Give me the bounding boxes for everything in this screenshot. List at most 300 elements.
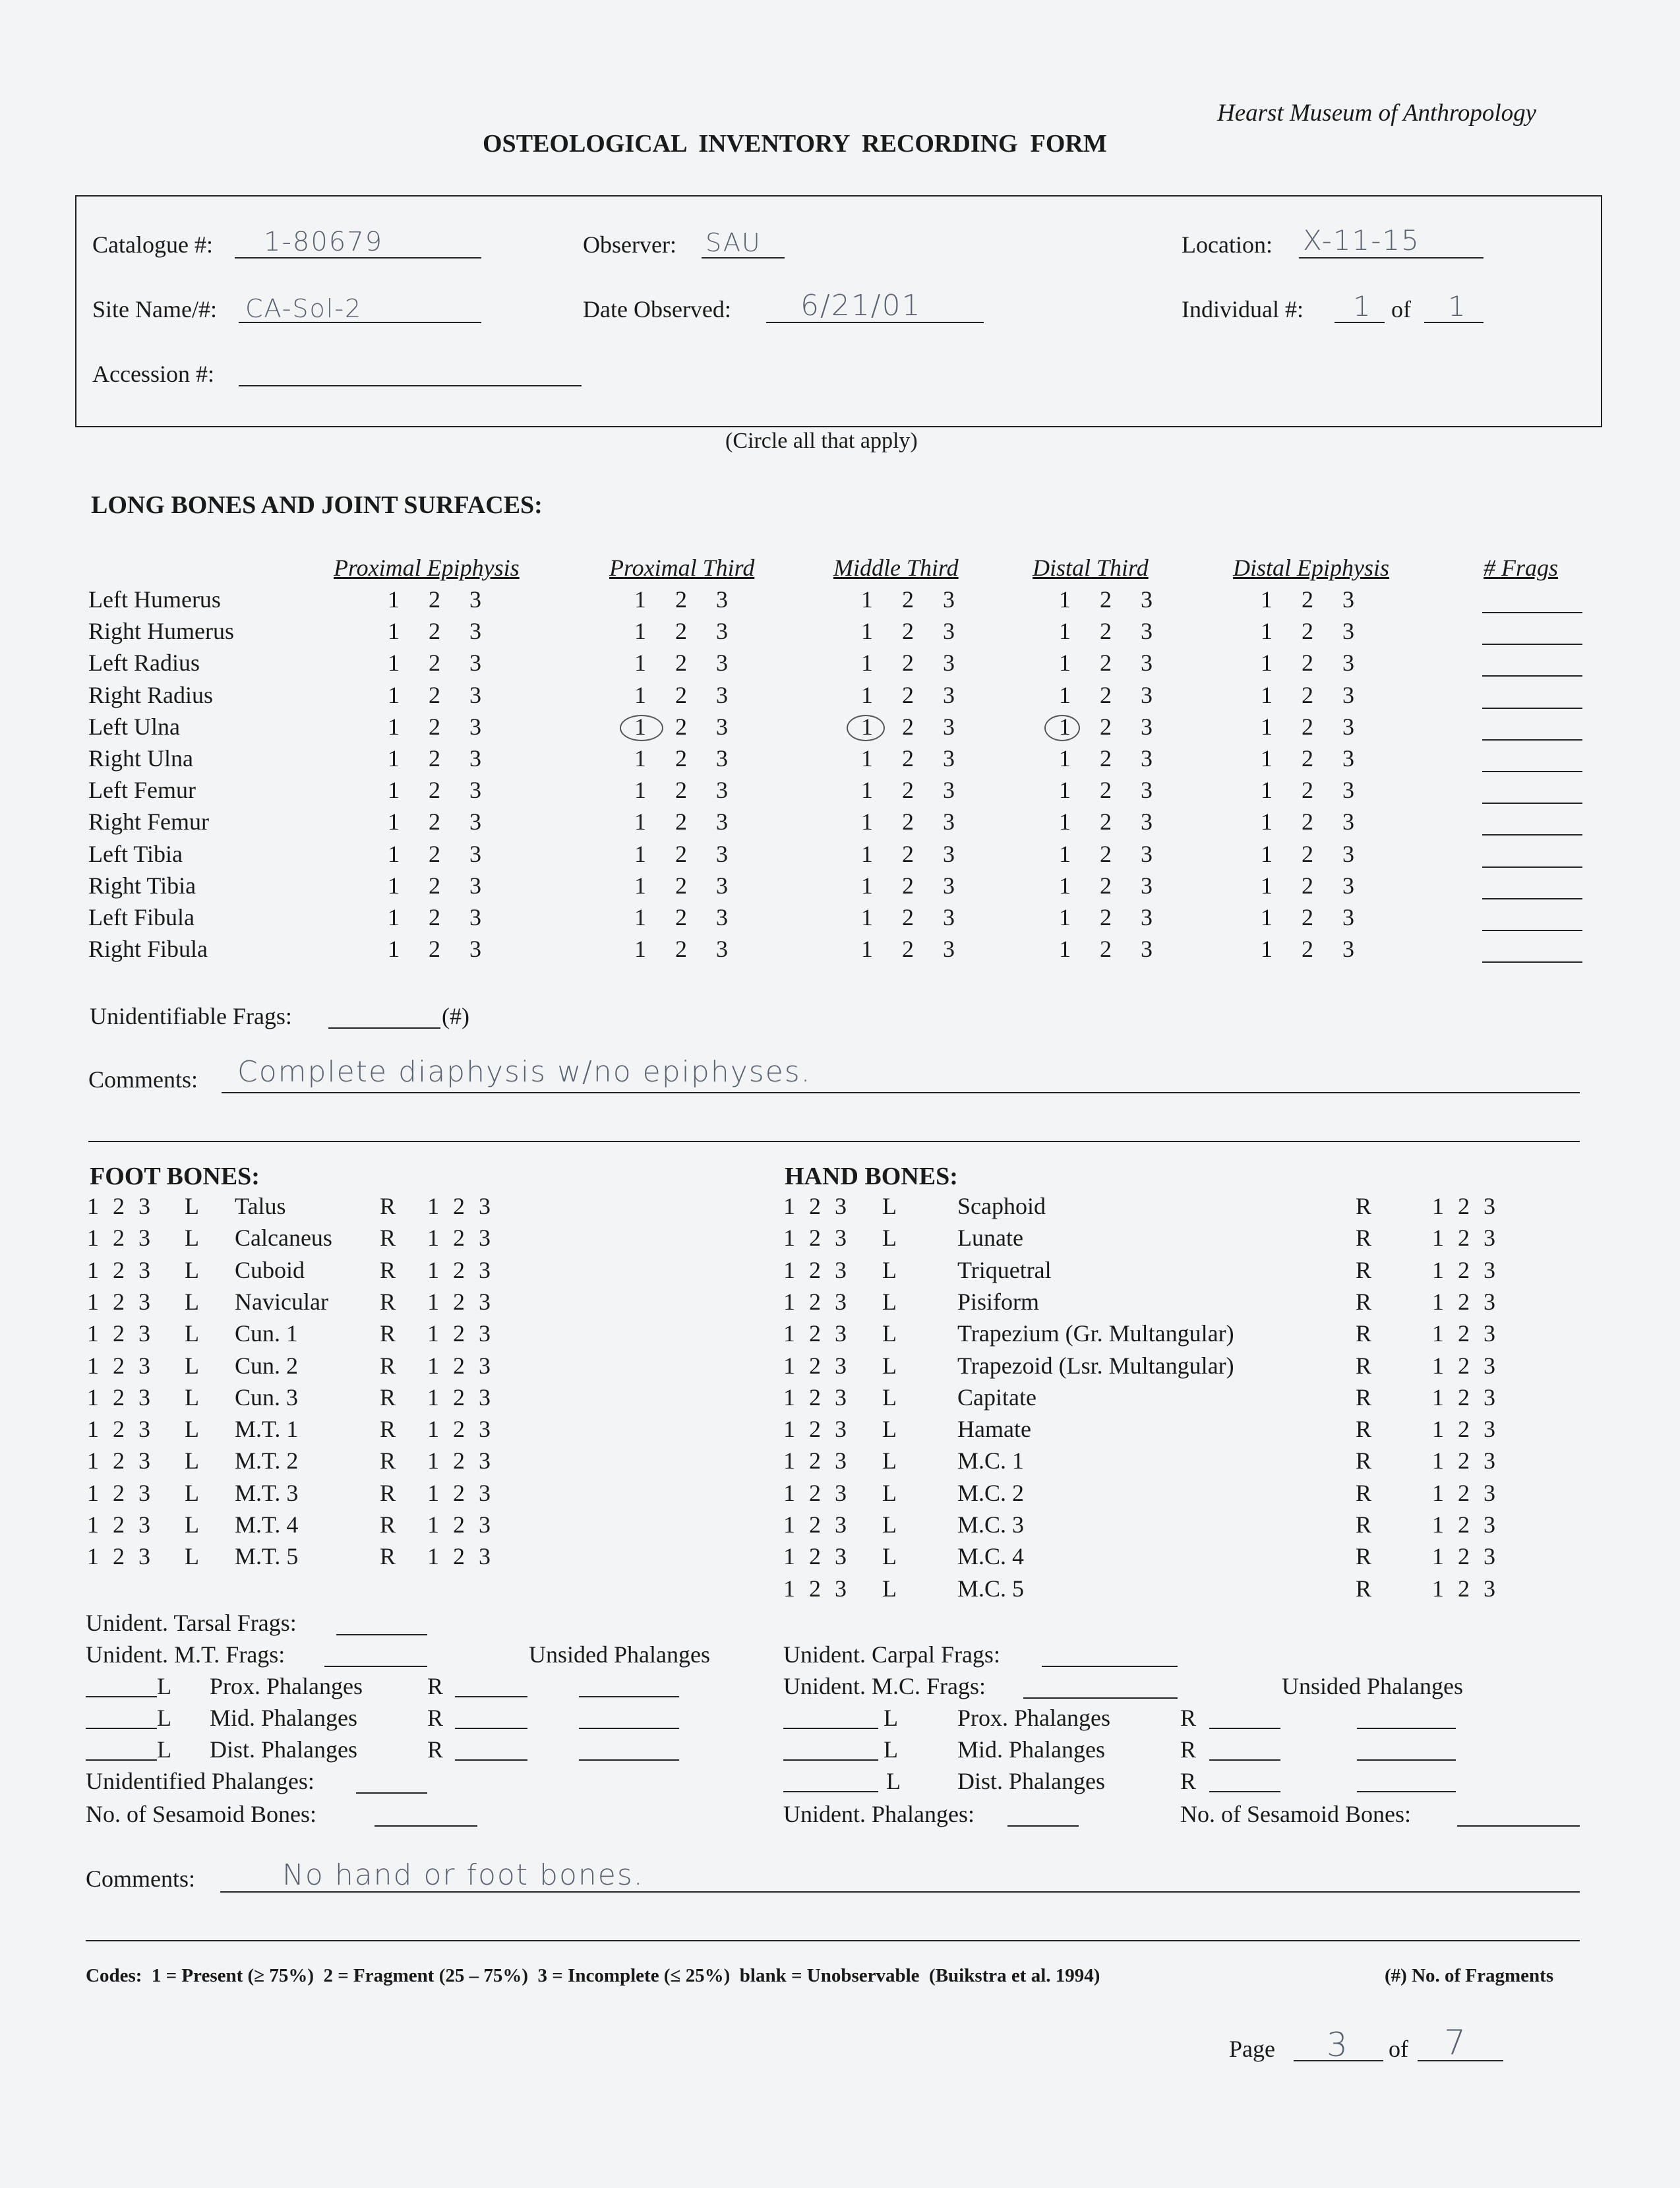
code-option[interactable]: 3 <box>1342 808 1354 836</box>
code-option[interactable]: 3 <box>469 872 481 899</box>
code-option[interactable]: 3 <box>943 713 955 740</box>
code-option[interactable]: 3 <box>943 936 955 963</box>
code-option[interactable]: 1 <box>1261 650 1273 677</box>
accession-field[interactable] <box>239 385 582 386</box>
code-option[interactable]: 3 <box>716 713 728 740</box>
code-option[interactable]: 3 <box>469 777 481 804</box>
code-option[interactable]: 2 <box>675 618 687 645</box>
code-option[interactable]: 3 <box>1141 840 1153 867</box>
code-option[interactable]: 3 <box>1342 681 1354 708</box>
hand-right-codes[interactable]: 1 2 3 <box>1432 1352 1499 1379</box>
code-option[interactable]: 1 <box>1059 872 1071 899</box>
hand-dist-right-field[interactable] <box>1209 1791 1280 1792</box>
code-option[interactable]: 3 <box>716 586 728 613</box>
code-option[interactable]: 1 <box>1059 808 1071 836</box>
hand-prox-unsided-field[interactable] <box>1357 1728 1456 1729</box>
code-option[interactable]: 3 <box>1141 777 1153 804</box>
foot-left-codes[interactable]: 1 2 3 <box>87 1543 154 1570</box>
hand-prox-left-field[interactable] <box>783 1728 878 1729</box>
hand-left-codes[interactable]: 1 2 3 <box>783 1543 851 1570</box>
code-option[interactable]: 3 <box>943 681 955 708</box>
code-option[interactable]: 1 <box>388 713 400 740</box>
code-option[interactable]: 2 <box>1100 840 1112 867</box>
code-option[interactable]: 3 <box>943 872 955 899</box>
hand-right-codes[interactable]: 1 2 3 <box>1432 1320 1499 1347</box>
code-option[interactable]: 1 <box>634 745 646 772</box>
code-option[interactable]: 1 <box>1059 713 1071 740</box>
code-option[interactable]: 3 <box>943 808 955 836</box>
code-option[interactable]: 1 <box>861 586 873 613</box>
hand-right-codes[interactable]: 1 2 3 <box>1432 1416 1499 1443</box>
code-option[interactable]: 2 <box>675 681 687 708</box>
foot-mid-unsided-field[interactable] <box>579 1728 679 1729</box>
location-label: Location: <box>1182 231 1273 258</box>
code-option[interactable]: 2 <box>675 650 687 677</box>
code-option[interactable]: 3 <box>1141 618 1153 645</box>
comments-field[interactable] <box>222 1092 1580 1093</box>
code-option[interactable]: 2 <box>902 904 914 930</box>
code-option[interactable]: 2 <box>1302 808 1313 836</box>
circle-mark <box>1044 715 1080 741</box>
hand-mid-unsided-field[interactable] <box>1357 1759 1456 1761</box>
code-option[interactable]: 2 <box>429 618 440 645</box>
foot-right-codes[interactable]: 1 2 3 <box>427 1352 495 1379</box>
hand-left-codes[interactable]: 1 2 3 <box>783 1225 851 1252</box>
hand-mid-left-field[interactable] <box>783 1759 878 1761</box>
code-option[interactable]: 3 <box>1342 936 1354 963</box>
code-group <box>373 617 496 645</box>
code-option[interactable]: 3 <box>469 936 481 963</box>
code-option[interactable]: 3 <box>1342 745 1354 772</box>
code-option[interactable]: 3 <box>469 840 481 867</box>
hand-right-codes[interactable]: 1 2 3 <box>1432 1383 1499 1411</box>
foot-right-codes[interactable]: 1 2 3 <box>427 1543 495 1570</box>
code-option[interactable]: 2 <box>902 808 914 836</box>
tarsal-frags-field[interactable] <box>336 1634 427 1635</box>
code-option[interactable]: 1 <box>388 650 400 677</box>
code-option[interactable]: 2 <box>1100 586 1112 613</box>
code-option[interactable]: 1 <box>634 713 646 740</box>
code-option[interactable]: 1 <box>1059 936 1071 963</box>
code-option[interactable]: 3 <box>1141 872 1153 899</box>
code-option[interactable]: 2 <box>429 808 440 836</box>
code-option[interactable]: 1 <box>388 872 400 899</box>
foot-left-side: L <box>185 1447 199 1474</box>
foot-dist-left-field[interactable] <box>86 1759 157 1761</box>
code-option[interactable]: 3 <box>1342 840 1354 867</box>
code-option[interactable]: 3 <box>469 808 481 836</box>
hand-left-codes[interactable]: 1 2 3 <box>783 1256 851 1283</box>
code-option[interactable]: 3 <box>469 904 481 930</box>
code-option[interactable]: 3 <box>469 681 481 708</box>
foot-mid-right-field[interactable] <box>455 1728 527 1729</box>
foot-left-codes[interactable]: 1 2 3 <box>87 1511 154 1538</box>
code-option[interactable]: 1 <box>634 872 646 899</box>
hand-left-codes[interactable]: 1 2 3 <box>783 1416 851 1443</box>
long-bone-row-label: Right Radius <box>88 681 214 708</box>
code-option[interactable]: 2 <box>1100 681 1112 708</box>
code-option[interactable]: 2 <box>675 745 687 772</box>
code-option[interactable]: 3 <box>469 586 481 613</box>
code-option[interactable]: 2 <box>675 586 687 613</box>
foot-left-codes[interactable]: 1 2 3 <box>87 1288 154 1315</box>
code-option[interactable]: 2 <box>1100 936 1112 963</box>
foot-left-codes[interactable]: 1 2 3 <box>87 1383 154 1411</box>
foot-sesamoid-field[interactable] <box>375 1825 477 1827</box>
code-option[interactable]: 3 <box>716 872 728 899</box>
code-option[interactable]: 2 <box>1100 904 1112 930</box>
mt-frags-field[interactable] <box>324 1666 427 1667</box>
code-option[interactable]: 2 <box>1302 618 1313 645</box>
code-option[interactable]: 3 <box>716 618 728 645</box>
frags-field[interactable] <box>1482 961 1582 963</box>
code-option[interactable]: 1 <box>1261 840 1273 867</box>
code-group <box>1246 840 1369 868</box>
code-option[interactable]: 2 <box>1100 650 1112 677</box>
unident-frags-field[interactable] <box>328 1027 440 1029</box>
code-option[interactable]: 2 <box>1302 713 1313 740</box>
hand-prox-right-field[interactable] <box>1209 1728 1280 1729</box>
comments-line-2[interactable] <box>88 1141 1580 1142</box>
code-option[interactable]: 3 <box>1141 650 1153 677</box>
foot-left-codes[interactable]: 1 2 3 <box>87 1256 154 1283</box>
code-option[interactable]: 2 <box>1302 840 1313 867</box>
hand-left-codes[interactable]: 1 2 3 <box>783 1383 851 1411</box>
foot-mid-left-field[interactable] <box>86 1728 157 1729</box>
code-option[interactable]: 1 <box>861 840 873 867</box>
frags-field[interactable] <box>1482 898 1582 899</box>
hand-right-codes[interactable]: 1 2 3 <box>1432 1288 1499 1315</box>
code-option[interactable]: 3 <box>943 586 955 613</box>
code-option[interactable]: 1 <box>634 650 646 677</box>
code-option[interactable]: 2 <box>1100 808 1112 836</box>
code-option[interactable]: 1 <box>1261 777 1273 804</box>
code-option[interactable]: 1 <box>634 808 646 836</box>
col-proximal-epiphysis: Proximal Epiphysis <box>334 555 520 581</box>
code-option[interactable]: 1 <box>388 777 400 804</box>
code-option[interactable]: 2 <box>902 872 914 899</box>
code-option[interactable]: 2 <box>429 745 440 772</box>
code-option[interactable]: 2 <box>429 872 440 899</box>
code-option[interactable]: 3 <box>943 745 955 772</box>
foot-unident-phal-field[interactable] <box>356 1792 427 1794</box>
code-option[interactable]: 3 <box>1342 586 1354 613</box>
code-option[interactable]: 1 <box>1059 618 1071 645</box>
code-option[interactable]: 1 <box>388 681 400 708</box>
code-option[interactable]: 2 <box>675 713 687 740</box>
code-option[interactable]: 1 <box>861 681 873 708</box>
observer-field[interactable] <box>702 257 785 258</box>
foot-right-codes[interactable]: 1 2 3 <box>427 1447 495 1474</box>
code-option[interactable]: 1 <box>388 904 400 930</box>
frags-field[interactable] <box>1482 739 1582 741</box>
code-group <box>1044 903 1167 931</box>
code-option[interactable]: 2 <box>429 840 440 867</box>
code-option[interactable]: 3 <box>716 777 728 804</box>
code-option[interactable]: 1 <box>388 840 400 867</box>
hand-bone-name: Trapezoid (Lsr. Multangular) <box>957 1352 1234 1379</box>
code-option[interactable]: 1 <box>1261 618 1273 645</box>
code-option[interactable]: 2 <box>1100 777 1112 804</box>
code-option[interactable]: 1 <box>1261 745 1273 772</box>
code-option[interactable]: 2 <box>902 777 914 804</box>
code-option[interactable]: 1 <box>634 936 646 963</box>
code-option[interactable]: 1 <box>634 777 646 804</box>
code-option[interactable]: 1 <box>861 936 873 963</box>
code-option[interactable]: 1 <box>1261 872 1273 899</box>
hand-left-codes[interactable]: 1 2 3 <box>783 1447 851 1474</box>
hand-bone-name: Hamate <box>957 1416 1031 1443</box>
code-option[interactable]: 3 <box>716 904 728 930</box>
code-option[interactable]: 3 <box>1141 808 1153 836</box>
code-option[interactable]: 2 <box>429 586 440 613</box>
code-option[interactable]: 1 <box>388 808 400 836</box>
code-option[interactable]: 1 <box>1059 904 1071 930</box>
hand-left-codes[interactable]: 1 2 3 <box>783 1479 851 1506</box>
foot-left-codes[interactable]: 1 2 3 <box>87 1320 154 1347</box>
carpal-frags-field[interactable] <box>1042 1666 1178 1667</box>
code-option[interactable]: 3 <box>1342 618 1354 645</box>
code-option[interactable]: 1 <box>634 681 646 708</box>
code-option[interactable]: 3 <box>1141 586 1153 613</box>
hand-right-codes[interactable]: 1 2 3 <box>1432 1447 1499 1474</box>
code-option[interactable]: 2 <box>675 904 687 930</box>
hand-dist-unsided-field[interactable] <box>1357 1791 1456 1792</box>
code-option[interactable]: 3 <box>469 745 481 772</box>
frags-field[interactable] <box>1482 930 1582 931</box>
foot-right-codes[interactable]: 1 2 3 <box>427 1193 495 1219</box>
foot-left-codes[interactable]: 1 2 3 <box>87 1193 154 1219</box>
code-option[interactable]: 1 <box>861 808 873 836</box>
code-option[interactable]: 2 <box>675 840 687 867</box>
code-option[interactable]: 1 <box>1059 745 1071 772</box>
long-bone-row-label: Right Ulna <box>88 745 193 772</box>
code-option[interactable]: 3 <box>469 650 481 677</box>
foot-left-codes[interactable]: 1 2 3 <box>87 1352 154 1379</box>
code-option[interactable]: 3 <box>1342 904 1354 930</box>
foot-left-side: L <box>185 1352 199 1379</box>
foot-right-codes[interactable]: 1 2 3 <box>427 1479 495 1506</box>
code-option[interactable]: 3 <box>1342 777 1354 804</box>
code-option[interactable]: 1 <box>861 618 873 645</box>
circle-mark <box>620 715 663 741</box>
foot-left-codes[interactable]: 1 2 3 <box>87 1225 154 1252</box>
hand-dist-left-field[interactable] <box>783 1791 878 1792</box>
frags-field[interactable] <box>1482 675 1582 677</box>
hand-right-codes[interactable]: 1 2 3 <box>1432 1543 1499 1570</box>
code-option[interactable]: 3 <box>1141 936 1153 963</box>
code-option[interactable]: 2 <box>429 936 440 963</box>
code-option[interactable]: 1 <box>388 936 400 963</box>
code-option[interactable]: 1 <box>1059 681 1071 708</box>
code-option[interactable]: 2 <box>675 808 687 836</box>
hand-left-codes[interactable]: 1 2 3 <box>783 1352 851 1379</box>
hand-right-codes[interactable]: 1 2 3 <box>1432 1511 1499 1538</box>
code-option[interactable]: 2 <box>1100 745 1112 772</box>
foot-right-codes[interactable]: 1 2 3 <box>427 1416 495 1443</box>
code-option[interactable]: 3 <box>943 840 955 867</box>
code-option[interactable]: 3 <box>943 904 955 930</box>
code-option[interactable]: 2 <box>902 713 914 740</box>
foot-dist-right-field[interactable] <box>455 1759 527 1761</box>
foot-prox-right-field[interactable] <box>455 1696 527 1697</box>
hand-right-codes[interactable]: 1 2 3 <box>1432 1193 1499 1219</box>
code-option[interactable]: 2 <box>902 936 914 963</box>
code-option[interactable]: 3 <box>716 681 728 708</box>
code-option[interactable]: 1 <box>1261 936 1273 963</box>
hand-left-side: L <box>882 1511 897 1538</box>
long-bone-row-label: Left Tibia <box>88 840 183 867</box>
code-option[interactable]: 1 <box>861 713 873 740</box>
hand-left-codes[interactable]: 1 2 3 <box>783 1320 851 1347</box>
code-option[interactable]: 2 <box>429 650 440 677</box>
code-option[interactable]: 2 <box>902 840 914 867</box>
hand-bone-name: M.C. 2 <box>957 1479 1025 1506</box>
code-option[interactable]: 1 <box>861 872 873 899</box>
foot-right-side: R <box>380 1352 396 1379</box>
frags-field[interactable] <box>1482 866 1582 868</box>
code-option[interactable]: 1 <box>634 840 646 867</box>
code-option[interactable]: 1 <box>634 618 646 645</box>
code-option[interactable]: 2 <box>429 904 440 930</box>
code-option[interactable]: 3 <box>1141 681 1153 708</box>
foot-right-codes[interactable]: 1 2 3 <box>427 1511 495 1538</box>
hand-left-codes[interactable]: 1 2 3 <box>783 1511 851 1538</box>
frags-field[interactable] <box>1482 708 1582 709</box>
code-option[interactable]: 2 <box>1302 936 1313 963</box>
foot-right-codes[interactable]: 1 2 3 <box>427 1320 495 1347</box>
code-option[interactable]: 3 <box>943 777 955 804</box>
code-option[interactable]: 2 <box>1302 745 1313 772</box>
code-option[interactable]: 2 <box>902 586 914 613</box>
code-option[interactable]: 2 <box>1100 618 1112 645</box>
code-option[interactable]: 1 <box>634 586 646 613</box>
code-option[interactable]: 3 <box>1141 713 1153 740</box>
code-option[interactable]: 2 <box>1302 586 1313 613</box>
code-option[interactable]: 2 <box>675 777 687 804</box>
code-option[interactable]: 2 <box>902 650 914 677</box>
foot-left-codes[interactable]: 1 2 3 <box>87 1447 154 1474</box>
comments2-line-2[interactable] <box>86 1940 1580 1941</box>
code-option[interactable]: 2 <box>429 777 440 804</box>
foot-right-side: R <box>380 1511 396 1538</box>
foot-dist-unsided-field[interactable] <box>579 1759 679 1761</box>
location-field[interactable] <box>1299 257 1484 258</box>
hand-right-codes[interactable]: 1 2 3 <box>1432 1575 1499 1602</box>
code-option[interactable]: 2 <box>1302 904 1313 930</box>
code-option[interactable]: 3 <box>943 618 955 645</box>
code-option[interactable]: 3 <box>716 936 728 963</box>
frags-field[interactable] <box>1482 771 1582 772</box>
hand-left-codes[interactable]: 1 2 3 <box>783 1575 851 1602</box>
hand-mid-right-field[interactable] <box>1209 1759 1280 1761</box>
code-option[interactable]: 3 <box>469 618 481 645</box>
code-option[interactable]: 1 <box>1261 808 1273 836</box>
codes-legend: Codes: 1 = Present (≥ 75%) 2 = Fragment (25 – 75%) 3 = Incomplete (≤ 25%) blank = Unobservable (Buikstra et al. 1994) <box>86 1965 1100 1986</box>
hand-left-codes[interactable]: 1 2 3 <box>783 1288 851 1315</box>
code-option[interactable]: 1 <box>1261 586 1273 613</box>
foot-prox-left-field[interactable] <box>86 1696 157 1697</box>
code-option[interactable]: 1 <box>1059 777 1071 804</box>
code-option[interactable]: 1 <box>388 586 400 613</box>
code-option[interactable]: 1 <box>388 745 400 772</box>
code-group <box>1246 617 1369 645</box>
frags-field[interactable] <box>1482 834 1582 836</box>
code-option[interactable]: 2 <box>1302 650 1313 677</box>
hand-right-codes[interactable]: 1 2 3 <box>1432 1256 1499 1283</box>
code-option[interactable]: 2 <box>1302 872 1313 899</box>
code-option[interactable]: 2 <box>1302 777 1313 804</box>
hand-right-codes[interactable]: 1 2 3 <box>1432 1479 1499 1506</box>
code-option[interactable]: 1 <box>861 650 873 677</box>
foot-right-codes[interactable]: 1 2 3 <box>427 1288 495 1315</box>
code-option[interactable]: 3 <box>469 713 481 740</box>
code-option[interactable]: 1 <box>388 618 400 645</box>
foot-prox-unsided-field[interactable] <box>579 1696 679 1697</box>
code-option[interactable]: 1 <box>861 745 873 772</box>
hand-right-codes[interactable]: 1 2 3 <box>1432 1225 1499 1252</box>
code-option[interactable]: 3 <box>1342 650 1354 677</box>
code-option[interactable]: 2 <box>675 936 687 963</box>
code-option[interactable]: 1 <box>1059 586 1071 613</box>
code-option[interactable]: 3 <box>1141 745 1153 772</box>
code-option[interactable]: 1 <box>1261 681 1273 708</box>
code-option[interactable]: 2 <box>902 681 914 708</box>
foot-left-codes[interactable]: 1 2 3 <box>87 1416 154 1443</box>
code-option[interactable]: 2 <box>1100 713 1112 740</box>
frags-field[interactable] <box>1482 803 1582 804</box>
code-option[interactable]: 1 <box>1261 904 1273 930</box>
hand-bone-name: Scaphoid <box>957 1193 1046 1219</box>
code-option[interactable]: 2 <box>1302 681 1313 708</box>
code-option[interactable]: 1 <box>634 904 646 930</box>
code-option[interactable]: 2 <box>1100 872 1112 899</box>
code-option[interactable]: 2 <box>902 618 914 645</box>
frags-field[interactable] <box>1482 612 1582 613</box>
code-option[interactable]: 2 <box>675 872 687 899</box>
code-option[interactable]: 2 <box>429 713 440 740</box>
code-option[interactable]: 2 <box>429 681 440 708</box>
foot-right-codes[interactable]: 1 2 3 <box>427 1225 495 1252</box>
code-option[interactable]: 1 <box>1059 840 1071 867</box>
code-option[interactable]: 3 <box>943 650 955 677</box>
hand-left-side: L <box>882 1447 897 1474</box>
hand-left-codes[interactable]: 1 2 3 <box>783 1193 851 1219</box>
code-option[interactable]: 3 <box>716 745 728 772</box>
code-option[interactable]: 1 <box>1261 713 1273 740</box>
hand-unident-phal-field[interactable] <box>1007 1825 1079 1827</box>
foot-left-codes[interactable]: 1 2 3 <box>87 1479 154 1506</box>
code-option[interactable]: 3 <box>716 840 728 867</box>
foot-right-side: R <box>380 1383 396 1411</box>
frags-field[interactable] <box>1482 644 1582 645</box>
code-option[interactable]: 3 <box>1342 872 1354 899</box>
code-option[interactable]: 3 <box>716 650 728 677</box>
catalogue-field[interactable] <box>235 257 481 258</box>
code-option[interactable]: 1 <box>1059 650 1071 677</box>
code-option[interactable]: 1 <box>861 777 873 804</box>
mc-frags-field[interactable] <box>1023 1697 1178 1699</box>
code-option[interactable]: 3 <box>1141 904 1153 930</box>
hand-sesamoid-field[interactable] <box>1457 1825 1580 1827</box>
foot-right-codes[interactable]: 1 2 3 <box>427 1256 495 1283</box>
foot-right-codes[interactable]: 1 2 3 <box>427 1383 495 1411</box>
code-option[interactable]: 2 <box>902 745 914 772</box>
code-group <box>1044 649 1167 677</box>
code-option[interactable]: 3 <box>716 808 728 836</box>
code-option[interactable]: 1 <box>861 904 873 930</box>
code-option[interactable]: 3 <box>1342 713 1354 740</box>
